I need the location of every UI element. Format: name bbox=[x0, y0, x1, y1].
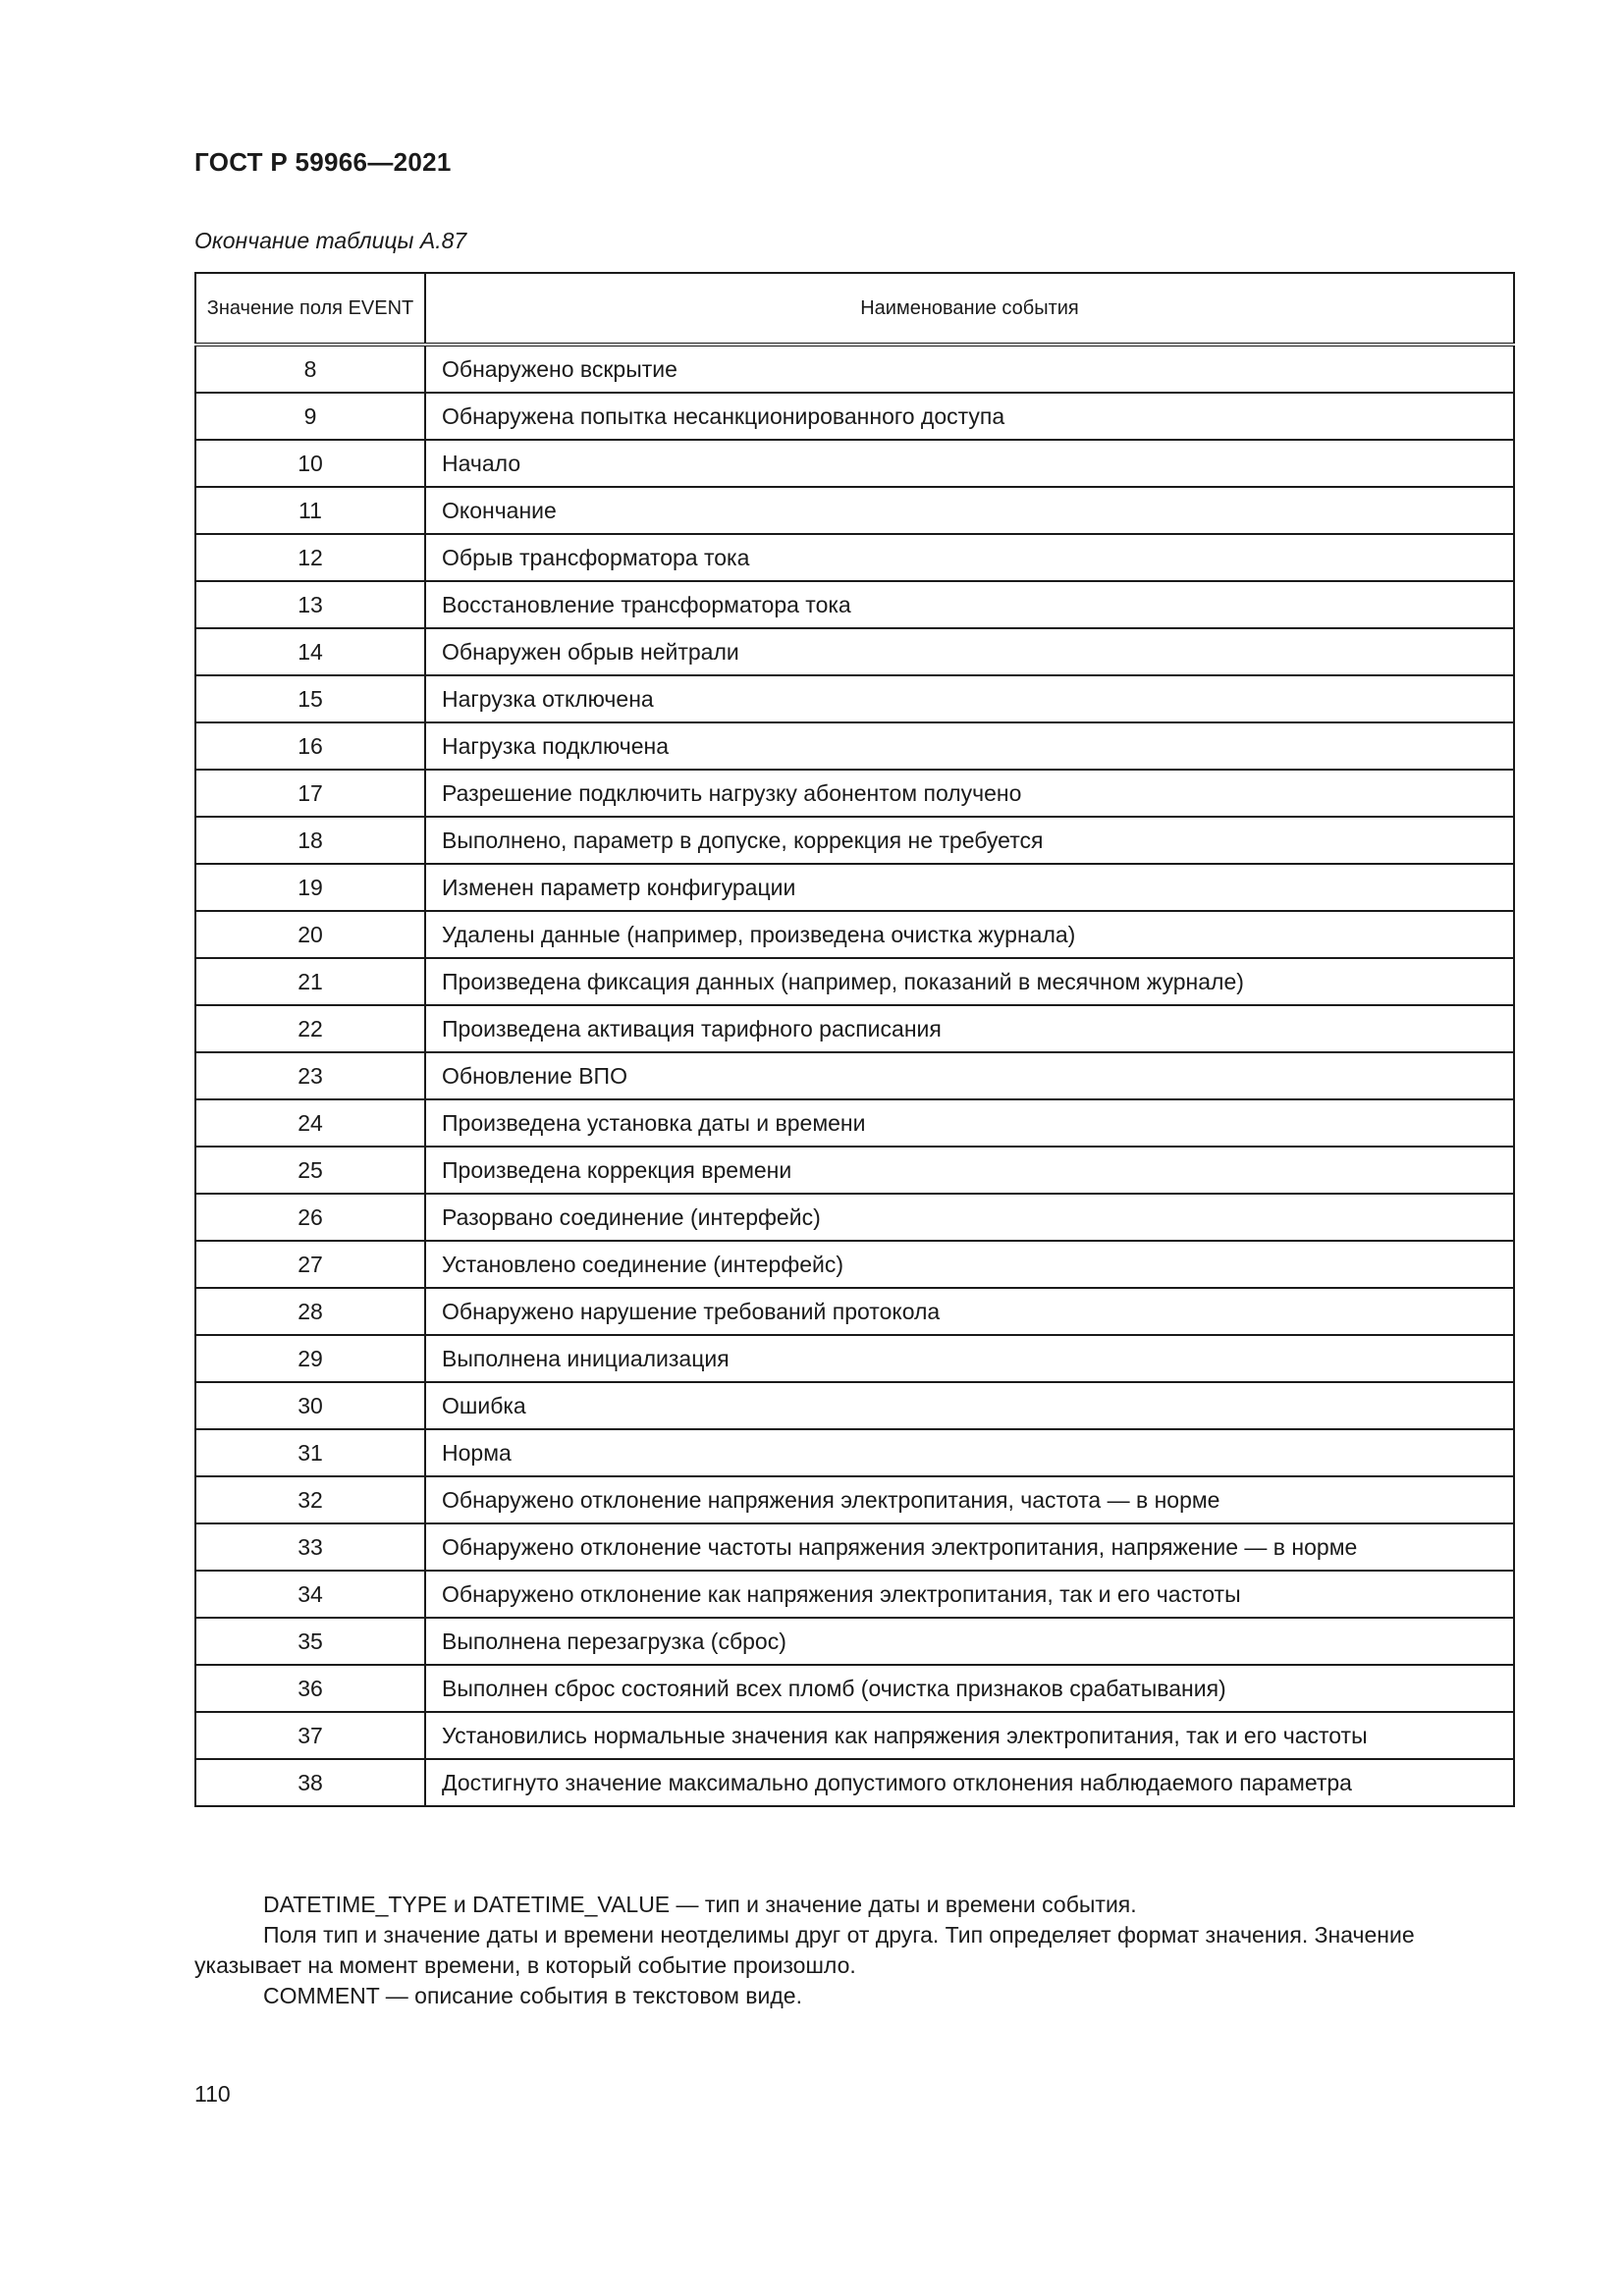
table-row bbox=[195, 628, 1514, 675]
event-code-cell: 15 bbox=[195, 675, 425, 722]
event-name-cell: Удалены данные (например, произведена очистка журнала) bbox=[425, 911, 1514, 958]
notes-section bbox=[194, 1890, 1515, 2011]
event-name-cell: Обнаружено отклонение частоты напряжения электропитания, напряжение — в норме bbox=[425, 1523, 1514, 1571]
table-row bbox=[195, 440, 1514, 487]
event-code-cell: 32 bbox=[195, 1476, 425, 1523]
event-name-cell: Начало bbox=[425, 440, 1514, 487]
table-caption: Окончание таблицы А.87 bbox=[194, 228, 467, 253]
table-row bbox=[195, 817, 1514, 864]
event-name-cell: Установлено соединение (интерфейс) bbox=[425, 1241, 1514, 1288]
table-row bbox=[195, 675, 1514, 722]
event-name-cell: Обнаружена попытка несанкционированного доступа bbox=[425, 393, 1514, 440]
event-name-cell: Разорвано соединение (интерфейс) bbox=[425, 1194, 1514, 1241]
event-name-cell: Выполнена перезагрузка (сброс) bbox=[425, 1618, 1514, 1665]
page-number: 110 bbox=[194, 2081, 231, 2107]
table-row bbox=[195, 1052, 1514, 1099]
table-row bbox=[195, 1005, 1514, 1052]
table-row bbox=[195, 1241, 1514, 1288]
event-name-cell: Обнаружено отклонение как напряжения электропитания, так и его частоты bbox=[425, 1571, 1514, 1618]
table-row bbox=[195, 864, 1514, 911]
table-row bbox=[195, 1382, 1514, 1429]
event-code-cell: 34 bbox=[195, 1571, 425, 1618]
event-code-cell: 37 bbox=[195, 1712, 425, 1759]
event-code-cell: 24 bbox=[195, 1099, 425, 1147]
event-code-cell: 13 bbox=[195, 581, 425, 628]
event-code-cell: 21 bbox=[195, 958, 425, 1005]
table-row bbox=[195, 911, 1514, 958]
event-code-cell: 14 bbox=[195, 628, 425, 675]
event-name-cell: Обнаружено нарушение требований протокола bbox=[425, 1288, 1514, 1335]
event-name-cell: Обнаружено отклонение напряжения электропитания, частота — в норме bbox=[425, 1476, 1514, 1523]
event-name-cell: Норма bbox=[425, 1429, 1514, 1476]
event-code-cell: 11 bbox=[195, 487, 425, 534]
table-row bbox=[195, 393, 1514, 440]
event-code-cell: 28 bbox=[195, 1288, 425, 1335]
table-row bbox=[195, 1523, 1514, 1571]
event-code-cell: 30 bbox=[195, 1382, 425, 1429]
event-code-cell: 29 bbox=[195, 1335, 425, 1382]
event-name-cell: Изменен параметр конфигурации bbox=[425, 864, 1514, 911]
event-name-cell: Достигнуто значение максимально допустимого отклонения наблюдаемого параметра bbox=[425, 1759, 1514, 1806]
event-name-cell: Обновление ВПО bbox=[425, 1052, 1514, 1099]
event-name-cell: Обрыв трансформатора тока bbox=[425, 534, 1514, 581]
table-row bbox=[195, 958, 1514, 1005]
table-row bbox=[195, 581, 1514, 628]
event-code-cell: 18 bbox=[195, 817, 425, 864]
event-name-cell: Восстановление трансформатора тока bbox=[425, 581, 1514, 628]
event-code-cell: 10 bbox=[195, 440, 425, 487]
event-name-cell: Разрешение подключить нагрузку абонентом получено bbox=[425, 770, 1514, 817]
table-row bbox=[195, 1335, 1514, 1382]
event-name-cell: Выполнено, параметр в допуске, коррекция не требуется bbox=[425, 817, 1514, 864]
table-row bbox=[195, 1759, 1514, 1806]
event-code-cell: 23 bbox=[195, 1052, 425, 1099]
table-body bbox=[195, 345, 1514, 1806]
note-datetime: DATETIME_TYPE и DATETIME_VALUE — тип и значение даты и времени события. bbox=[263, 1892, 1137, 1917]
event-code-cell: 36 bbox=[195, 1665, 425, 1712]
event-name-cell: Произведена установка даты и времени bbox=[425, 1099, 1514, 1147]
event-name-cell: Ошибка bbox=[425, 1382, 1514, 1429]
event-name-cell: Обнаружено вскрытие bbox=[425, 345, 1514, 393]
table-row bbox=[195, 1712, 1514, 1759]
event-code-cell: 17 bbox=[195, 770, 425, 817]
table-row bbox=[195, 1147, 1514, 1194]
table-row bbox=[195, 345, 1514, 393]
table-row bbox=[195, 770, 1514, 817]
event-name-cell: Окончание bbox=[425, 487, 1514, 534]
table-row bbox=[195, 1288, 1514, 1335]
event-code-cell: 38 bbox=[195, 1759, 425, 1806]
event-name-cell: Выполнена инициализация bbox=[425, 1335, 1514, 1382]
table-row bbox=[195, 1571, 1514, 1618]
table-row bbox=[195, 1429, 1514, 1476]
event-name-cell: Произведена активация тарифного расписания bbox=[425, 1005, 1514, 1052]
table-row bbox=[195, 1476, 1514, 1523]
event-code-cell: 31 bbox=[195, 1429, 425, 1476]
table-row bbox=[195, 1099, 1514, 1147]
column-header-event-name: Наименование события bbox=[425, 273, 1514, 345]
table-row bbox=[195, 1665, 1514, 1712]
event-code-cell: 35 bbox=[195, 1618, 425, 1665]
table-row bbox=[195, 534, 1514, 581]
table-header-row bbox=[195, 273, 1514, 345]
event-code-cell: 22 bbox=[195, 1005, 425, 1052]
table-row bbox=[195, 487, 1514, 534]
event-name-cell: Установились нормальные значения как напряжения электропитания, так и его частоты bbox=[425, 1712, 1514, 1759]
event-code-cell: 27 bbox=[195, 1241, 425, 1288]
table-row bbox=[195, 1194, 1514, 1241]
event-name-cell: Обнаружен обрыв нейтрали bbox=[425, 628, 1514, 675]
event-name-cell: Произведена фиксация данных (например, показаний в месячном журнале) bbox=[425, 958, 1514, 1005]
table-row bbox=[195, 1618, 1514, 1665]
event-code-cell: 19 bbox=[195, 864, 425, 911]
event-code-cell: 12 bbox=[195, 534, 425, 581]
event-name-cell: Нагрузка отключена bbox=[425, 675, 1514, 722]
event-code-cell: 26 bbox=[195, 1194, 425, 1241]
document-header: ГОСТ Р 59966—2021 bbox=[194, 147, 452, 177]
event-name-cell: Произведена коррекция времени bbox=[425, 1147, 1514, 1194]
events-table bbox=[194, 272, 1515, 1807]
event-code-cell: 25 bbox=[195, 1147, 425, 1194]
note-comment: COMMENT — описание события в текстовом виде. bbox=[263, 1983, 802, 2008]
event-name-cell: Выполнен сброс состояний всех пломб (очистка признаков срабатывания) bbox=[425, 1665, 1514, 1712]
table-row bbox=[195, 722, 1514, 770]
event-code-cell: 9 bbox=[195, 393, 425, 440]
note-datetime-format: Поля тип и значение даты и времени неотделимы друг от друга. Тип определяет формат значения. Значение указывает на момент времени, в который событие произошло. bbox=[194, 1922, 1415, 1978]
event-code-cell: 16 bbox=[195, 722, 425, 770]
event-code-cell: 8 bbox=[195, 345, 425, 393]
event-code-cell: 20 bbox=[195, 911, 425, 958]
column-header-event-code: Значение поля EVENT bbox=[195, 273, 425, 345]
event-name-cell: Нагрузка подключена bbox=[425, 722, 1514, 770]
event-code-cell: 33 bbox=[195, 1523, 425, 1571]
